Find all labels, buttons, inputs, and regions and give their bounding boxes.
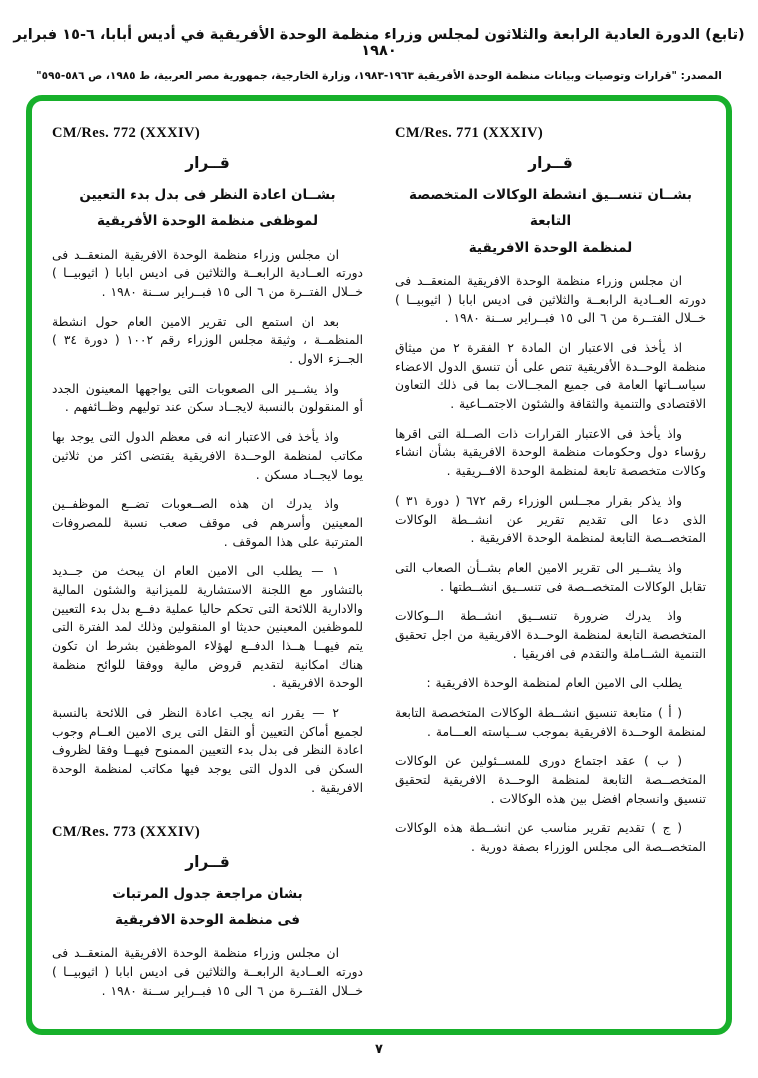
green-border-frame: [26, 95, 732, 1035]
resolution-title-771-line1: بشــان تنســيق انشطة الوكالات المتخصصة التابعة: [409, 187, 692, 230]
paragraph: يطلب الى الامين العام لمنظمة الوحدة الافريقية :: [426, 676, 682, 691]
paragraph: اذ يأخذ فى الاعتبار ان المادة ٢ الفقرة ٢ من ميثاق منظمة الوحــدة الأفريقية تنص على أن تنسق الدول الاعضاء سياســاتها العامة فى جميع المجــالات بما فى ذلك التعاون الاقتصادى والتنمية والثقافة والشئون الاجتمــاعية .: [395, 341, 706, 412]
resolution-id-773: CM/Res. 773 (XXXIV): [52, 823, 201, 840]
decision-heading-772: قــرار: [185, 154, 230, 172]
header-session-line: (تابع) الدورة العادية الرابعة والثلاثون لمجلس وزراء منظمة الوحدة الأفريقية في أديس أبابا، ٦-١٥ فبراير ١٩٨٠: [13, 27, 745, 59]
paragraph: واذ يذكر بقرار مجــلس الوزراء رقم ٦٧٢ ( دورة ٣١ ) الذى دعا الى تقديم تقرير عن انشــطة الوكالات المتخصــصة التابعة لمنظمة الوحدة الافريقية .: [395, 493, 706, 546]
resolution-772-section: [52, 125, 363, 798]
paragraph: ان مجلس وزراء منظمة الوحدة الافريقية المنعقــد فى دورته العــادية الرابعــة والثلاثين فى اديس ابابا ( اثيوبيــا ) خــلال الفتــرة من ٦ الى ١٥ فبــراير ســنة ١٩٨٠ .: [395, 273, 706, 326]
paragraph: واذ يدرك ضرورة تنســيق انشــطة الــوكالات المتخصصة التابعة لمنظمة الوحــدة الافريقية من اجل تحقيق التنمية الشــاملة والتقدم فى افريقيا .: [395, 609, 706, 661]
two-column-layout: [52, 119, 706, 1019]
paragraph: ان مجلس وزراء منظمة الوحدة الافريقية المنعقــد فى دورته العــادية الرابعــة والثلاثين فى اديس ابابا ( اثيوبيــا ) خــلال الفتــرة من ٦ الى ١٥ فبــراير ســنة ١٩٨٠ .: [52, 946, 363, 998]
resolution-772-body: [52, 246, 363, 798]
resolution-771-body: [395, 272, 706, 857]
resolution-772-773-column: [52, 119, 363, 1019]
decision-heading-771: قــرار: [528, 154, 573, 172]
numbered-clause-2: ٢ — يقرر انه يجب اعادة النظر فى اللائحة بالنسبة لجميع أماكن التعيين أو النقل التى يرى الامين العــام وجوب اعادة النظر فى بدل بدء التعيين الممنوح فيهــا وفقا لظروف السكن فى الدول التى يوجد فيها مكاتب لمنظمة الوحدة الافريقية .: [52, 706, 363, 795]
paragraph: واذ يأخذ فى الاعتبار انه فى معظم الدول التى يوجد بها مكاتب لمنظمة الوحــدة الافريقية يقتضى اكثر من ثلاثين يوما لايجــاد مسكن .: [52, 430, 363, 482]
list-item-b: ( ب ) عقد اجتماع دورى للمســئولين عن الوكالات المتخصــصة التابعة لمنظمة الوحــدة الافريقية لتحقيق تنسيق وانسجام افضل بين هذه الوكالات .: [395, 754, 706, 806]
paragraph: واذ يدرك ان هذه الصــعوبات تضــع الموظفــين المعينين وأسرهم فى موقف صعب نسبة للمصروفات المترتبة على هذا الموقف .: [52, 497, 363, 549]
resolution-771-column: [395, 119, 706, 1019]
list-item-j: ( ج ) تقديم تقرير مناسب عن انشــطة هذه الوكالات المتخصــصة الى مجلس الوزراء بصفة دورية .: [395, 821, 706, 855]
resolution-773-section: [52, 824, 363, 1001]
resolution-title-771-line2: لمنظمة الوحدة الافريقية: [468, 239, 633, 256]
paragraph: واذ يشــير الى الصعوبات التى يواجهها المعينون الجدد أو المنقولون بالنسبة لايجــاد سكن عند توليهم وظــائفهم .: [52, 381, 363, 415]
page-number: ٧: [375, 1042, 383, 1057]
page-header: [0, 0, 758, 82]
resolution-id-772: CM/Res. 772 (XXXIV): [52, 125, 201, 141]
paragraph: بعد ان استمع الى تقرير الامين العام حول انشطة المنظمــة ، وثيقة مجلس الوزراء رقم ١٠٠٢ ( دورة ٣٤ ) الجــزء الاول .: [52, 314, 363, 367]
resolution-title-773-line1: بشان مراجعة جدول المرتبات: [112, 885, 303, 902]
decision-heading-773: قــرار: [185, 852, 230, 871]
paragraph: واذ يشــير الى تقرير الامين العام بشــأن الصعاب التى تقابل الوكالات المتخصــصة فى تنســيق انشــطتها .: [395, 560, 706, 594]
list-item-a: ( أ ) متابعة تنسيق انشــطة الوكالات المتخصصة التابعة لمنظمة الوحــدة الافريقية بموجب ســياسته العـــامة .: [395, 706, 706, 739]
paragraph: ان مجلس وزراء منظمة الوحدة الافريقية المنعقــد فى دورته العــادية الرابعــة والثلاثين فى اديس ابابا ( اثيوبيــا ) خــلال الفتــرة من ٦ الى ١٥ فبــراير ســنة ١٩٨٠ .: [52, 247, 363, 299]
resolution-id-771: CM/Res. 771 (XXXIV): [395, 125, 544, 141]
numbered-clause-1: ١ — يطلب الى الامين العام ان يبحث من جــديد بالتشاور مع اللجنة الاستشارية للميزانية والشئون المالية والادارية اللائحة التى تحكم حاليا عملية دفــع بدل بدء التعيين للموظفين المعينين حديثا او المنقولين وذلك لمد الفترة التى يتم فيهــا هــذا الدفــع لهؤلاء الموظفين بشرط ان تكون هناك امكانية لتقديم قروض مالية ووفقا للوائح منظمة الوحدة الافريقية .: [52, 564, 363, 691]
resolution-773-body: [52, 944, 363, 1000]
resolution-title-773-line2: فى منظمة الوحدة الافريقية: [115, 911, 300, 928]
paragraph: واذ يأخذ فى الاعتبار القرارات ذات الصــلة التى اقرها رؤساء دول وحكومات منظمة الوحدة الافريقية بشأن انشاء وكالات متخصصة تابعة لمنظمة الوحدة الافــريقية .: [395, 426, 706, 479]
header-source-line: المصدر: "قرارات وتوصيات وبيانات منظمة الوحدة الأفريقية ١٩٦٣-١٩٨٣، وزارة الخارجية، جمهورية مصر العربية، ط ١٩٨٥، ص ٥٨٦-٥٩٥": [36, 70, 722, 82]
resolution-title-772-line2: لموظفى منظمة الوحدة الأفريقية: [96, 213, 319, 230]
resolution-title-772-line1: بشــان اعادة النظر فى بدل بدء التعيين: [79, 187, 336, 203]
